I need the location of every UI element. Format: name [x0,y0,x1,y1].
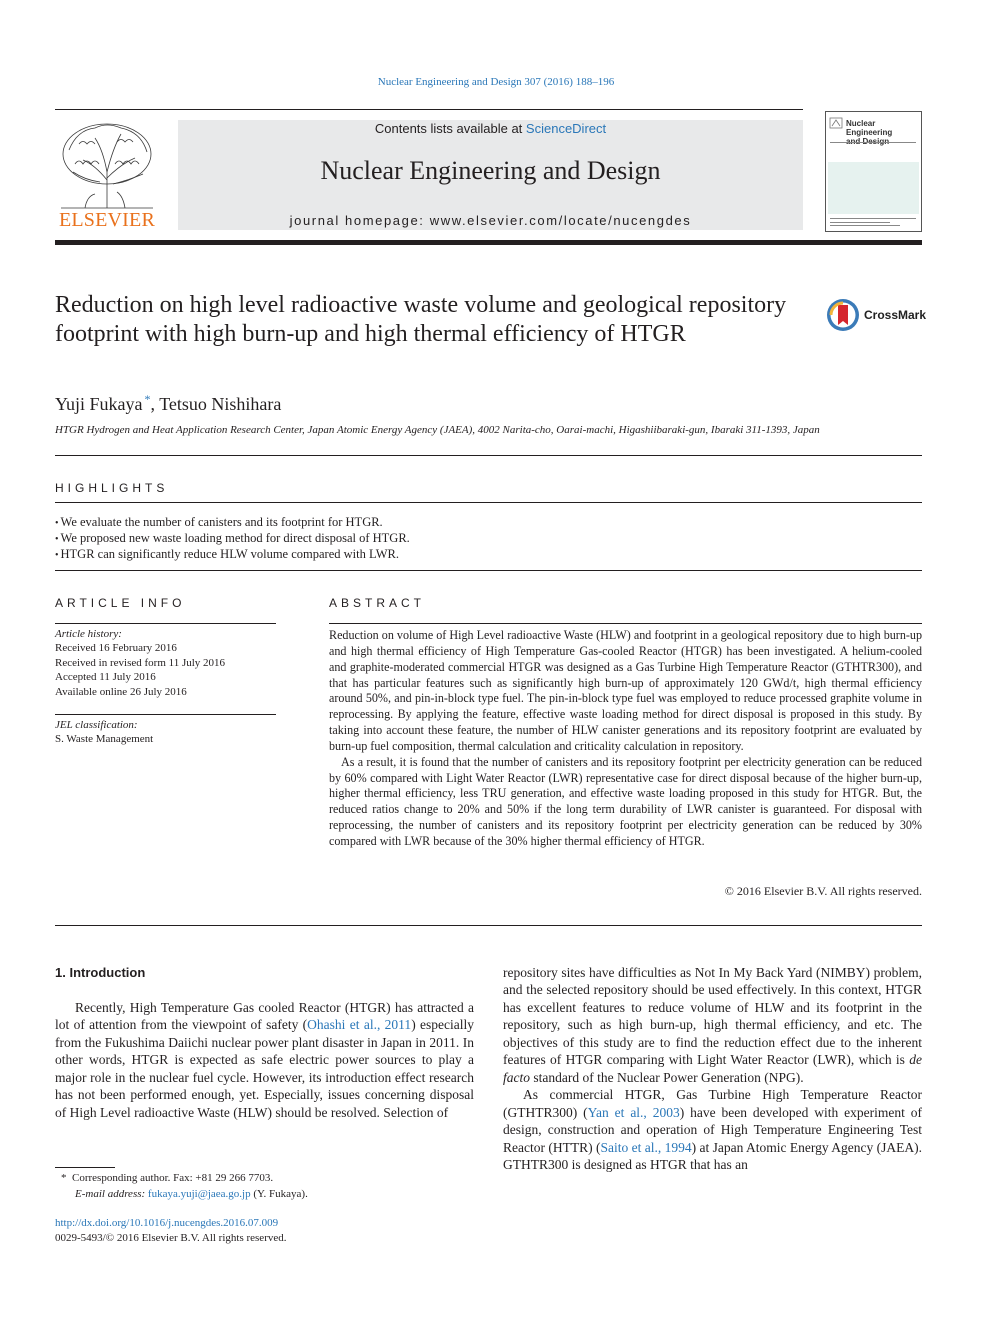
corresponding-author-mark[interactable]: * [144,392,151,406]
cover-rule [830,218,916,219]
intro-paragraph [503,1086,922,1173]
cover-rule [830,225,900,226]
divider [329,623,922,624]
divider [55,714,276,715]
email-label: E-mail address: [75,1188,146,1200]
crossmark-icon [826,298,860,332]
intro-left-column [55,999,474,1121]
affiliation: HTGR Hydrogen and Heat Application Research Center, Japan Atomic Energy Agency (JAEA), 4002 Narita-cho, Oarai-machi, Higashiibaraki-gun, Ibaraki 311-1393, Japan [55,424,820,436]
intro-text: Recently, High Temperature Gas cooled Reactor (HTGR) has attracted a lot of attention from the viewpoint of safety ( [55,1000,474,1033]
divider [55,455,922,456]
article-identifiers [55,1216,287,1245]
section-heading: 1. Introduction [55,965,146,980]
cover-title: Nuclear Engineering [846,119,893,137]
accepted-date: Accepted 11 July 2016 [55,671,156,684]
highlights-heading: HIGHLIGHTS [55,481,169,495]
issn-line: 0029-5493/© 2016 Elsevier B.V. All rights reserved. [55,1231,287,1244]
crossmark-badge[interactable] [826,296,926,336]
elsevier-tree-icon [55,120,159,210]
intro-text: ) at Japan Atomic Energy Agency (JAEA). GTHTR300 is designed as HTGR that has an [503,1139,922,1172]
cover-logo-icon [829,117,843,129]
abstract-body [329,628,922,850]
jel-classification [55,718,153,747]
abstract-copyright: © 2016 Elsevier B.V. All rights reserved. [724,884,922,898]
abstract-paragraph: Reduction on volume of High Level radioactive Waste (HLW) and footprint in a geological repository due to high burn-up and high thermal efficiency of High Temperature Gas-cooled Reactor (HTGR) has been investigated. A helium-cooled and graphite-moderated commercial HTGR was designed as a Gas Turbine High Temperature Reactor (GTHTR300), and that has particular features such as significantly high burn-up of approximately 120 GWd/t, high thermal efficiency around 50%, and pin-in-block type fuel. The pin-in-block type fuel was employed to reduce processed graphite volume in reprocessing. By applying the feature, effective waste loading method for direct disposal is proposed in this study. By taking into account these feature, the number of HLW canister generations and its repository footprint are evaluated by burn-up fuel composition, thermal calculation and criticality calculation in repository. [329,628,922,753]
footnote-mark: * [61,1172,67,1184]
highlight-item: • We proposed new waste loading method for direct disposal of HTGR. [55,531,410,546]
intro-text: ) especially from the Fukushima Daiichi nuclear power plant disaster in Japan in 2011. In other words, HTGR is expected as safe electric power sources to play a major role in the nuclear fuel cycle. However, its introduction effect research has not been performed enough, yet. Especially, issues concerning disposal of High Level radioactive Waste (HLW) should be resolved. Selection of [55,1017,474,1120]
revised-date: Received in revised form 11 July 2016 [55,656,226,669]
article-title: Reduction on high level radioactive waste volume and geological repository footprint with high burn-up and high thermal efficiency of HTGR [55,292,787,347]
divider [55,925,922,926]
elsevier-logo[interactable] [55,120,159,232]
online-date: Available online 26 July 2016 [55,685,187,698]
intro-italic: de facto [503,1052,922,1085]
contents-line [178,121,803,136]
intro-text: standard of the Nuclear Power Generation (NPG). [530,1069,804,1085]
abstract-heading: ABSTRACT [329,596,426,610]
header-top-rule [55,109,803,110]
elsevier-wordmark: ELSEVIER [58,209,156,231]
article-info-heading: ARTICLE INFO [55,596,186,610]
header-bottom-rule [55,240,922,245]
journal-citation[interactable]: Nuclear Engineering and Design 307 (2016) 188–196 [377,76,615,88]
email-link[interactable]: fukaya.yuji@jaea.go.jp [147,1188,251,1200]
article-history [55,627,225,699]
journal-cover-thumbnail[interactable] [825,111,922,232]
citation-link[interactable]: Saito et al., 1994 [600,1139,692,1155]
intro-paragraph [503,964,922,1086]
author-name[interactable]: Yuji Fukaya [55,394,143,414]
cover-panel [828,162,919,214]
intro-paragraph [55,999,474,1121]
received-date: Received 16 February 2016 [55,642,177,655]
abstract-paragraph: As a result, it is found that the number of canisters and its repository footprint per electricity generation can be reduced by 60% compared with Light Water Reactor (LWR) representative case for direct disposal because of the higher burn-up, higher thermal efficiency, less TRU generation, and effective waste loading proposed in this study for HTGR. But, the reduced ratios change to 20% and 50% if the long term durability of LWR canister is guaranteed. For disposal with reprocessing, the number of canisters and its repository footprint per electricity generation can be reduced by 30% compared with LWR because of the 30% higher thermal efficiency of HTGR. [329,754,922,848]
intro-right-column [503,964,922,1173]
highlight-item: • HTGR can significantly reduce HLW volume compared with LWR. [55,547,399,562]
sciencedirect-link[interactable]: ScienceDirect [525,121,607,136]
highlight-item: • We evaluate the number of canisters and its footprint for HTGR. [55,515,383,530]
cover-rule [830,142,916,143]
author-separator: , [150,394,160,414]
contents-prefix: Contents lists available at [374,121,523,136]
journal-homepage[interactable]: journal homepage: www.elsevier.com/locate/nucengdes [289,213,692,228]
cover-rule [830,222,890,223]
doi-link[interactable]: http://dx.doi.org/10.1016/j.nucengdes.2016.07.009 [55,1217,279,1229]
intro-text: ) have been developed with experiment of design, construction and operation of High Temperature Engineering Test Reactor (HTTR) ( [503,1104,922,1155]
email-suffix: (Y. Fukaya). [250,1188,308,1200]
author-name[interactable]: Tetsuo Nishihara [159,394,282,414]
author-list [55,392,281,415]
footnote-email [55,1186,308,1202]
footnote-text: Corresponding author. Fax: +81 29 266 7703. [72,1172,274,1184]
footnote [55,1170,308,1202]
intro-text: repository sites have difficulties as Not In My Back Yard (NIMBY) problem, and the selected repository should be used effectively. In this context, HTGR has excellent features to reduce volume of HLW and its footprint in the repository, such as high burn-up, high thermal efficiency, and etc. The objectives of this study are to find the reduction effect due to the inherent features of HTGR comparing with Light Water Reactor (LWR), which is [503,965,922,1068]
citation-link[interactable]: Ohashi et al., 2011 [307,1017,412,1033]
footnote-corresponding [55,1170,308,1186]
divider [55,502,922,503]
intro-text: As commercial HTGR, Gas Turbine High Temperature Reactor (GTHTR300) ( [503,1087,922,1120]
history-label: Article history: [55,628,122,640]
journal-title: Nuclear Engineering and Design [320,156,661,185]
crossmark-label: CrossMark [864,308,927,322]
jel-label: JEL classification: [55,719,138,731]
footnote-rule [55,1167,115,1168]
divider [55,623,276,624]
citation-link[interactable]: Yan et al., 2003 [587,1104,680,1120]
divider [55,570,922,571]
jel-value: S. Waste Management [55,733,154,746]
